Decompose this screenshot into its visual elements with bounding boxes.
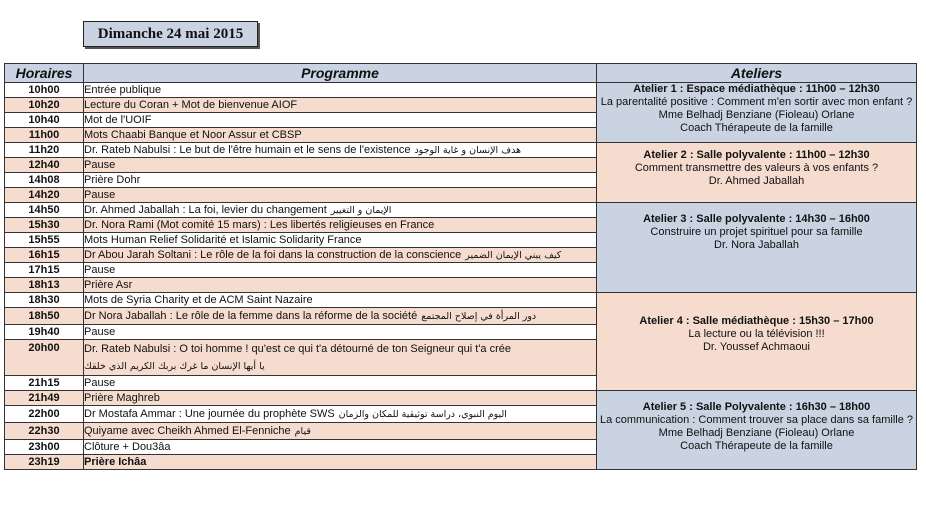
- program-cell: [84, 203, 597, 218]
- program-cell: Prière Maghreb: [84, 391, 597, 406]
- program-cell: Mot de l'UOIF: [84, 113, 597, 128]
- schedule-table: [4, 63, 917, 470]
- program-cell: Prière Ichâa: [84, 455, 597, 470]
- table-row: [5, 203, 917, 218]
- program-arabic: هدف الإنسان و غاية الوجود: [414, 144, 522, 156]
- atelier-line: La lecture ou la télévision !!!: [688, 328, 825, 340]
- program-cell: [84, 308, 597, 325]
- atelier-line: Dr. Youssef Achmaoui: [702, 341, 810, 353]
- atelier-line: Mme Belhadj Benziane (Fioleau) Orlane: [658, 427, 855, 439]
- program-arabic: الإيمان و التغيير: [330, 204, 392, 216]
- program-cell: Pause: [84, 263, 597, 278]
- program-cell: Clôture + Dou3âa: [84, 440, 597, 455]
- header-horaires: Horaires: [5, 64, 84, 83]
- program-text: Quiyame avec Cheikh Ahmed El-Fenniche: [84, 424, 291, 437]
- program-cell: Pause: [84, 325, 597, 340]
- time-cell: 16h15: [5, 248, 84, 263]
- time-cell: 22h00: [5, 406, 84, 423]
- time-cell: 11h00: [5, 128, 84, 143]
- header-ateliers: Ateliers: [597, 64, 917, 83]
- atelier-title: Atelier 3 : Salle polyvalente : 14h30 – 16h00: [643, 213, 870, 225]
- atelier-line: Coach Thérapeute de la famille: [680, 440, 833, 452]
- time-cell: 20h00: [5, 340, 84, 376]
- program-cell: Prière Dohr: [84, 173, 597, 188]
- time-cell: 14h20: [5, 188, 84, 203]
- time-cell: 15h30: [5, 218, 84, 233]
- program-cell: Dr. Nora Rami (Mot comité 15 mars) : Les libertés religieuses en France: [84, 218, 597, 233]
- program-cell: Lecture du Coran + Mot de bienvenue AIOF: [84, 98, 597, 113]
- atelier-title: Atelier 4 : Salle médiathèque : 15h30 – 17h00: [639, 315, 874, 327]
- time-cell: 19h40: [5, 325, 84, 340]
- table-row: [5, 143, 917, 158]
- program-text: Dr. Rateb Nabulsi : O toi homme ! qu'est ce qui t'a détourné de ton Seigneur qui t'a crée: [84, 342, 511, 355]
- time-cell: 23h19: [5, 455, 84, 470]
- time-cell: 18h30: [5, 293, 84, 308]
- program-cell: [84, 423, 597, 440]
- table-row: [5, 293, 917, 308]
- atelier-line: Dr. Ahmed Jaballah: [708, 175, 805, 187]
- time-cell: 23h00: [5, 440, 84, 455]
- time-cell: 10h40: [5, 113, 84, 128]
- program-cell: Pause: [84, 188, 597, 203]
- atelier-line: Mme Belhadj Benziane (Fioleau) Orlane: [658, 109, 855, 121]
- time-cell: 17h15: [5, 263, 84, 278]
- time-cell: 15h55: [5, 233, 84, 248]
- atelier-title: Atelier 5 : Salle Polyvalente : 16h30 – 18h00: [642, 401, 871, 413]
- atelier-line: Dr. Nora Jaballah: [714, 239, 799, 251]
- time-cell: 18h13: [5, 278, 84, 293]
- program-arabic: اليوم النبوي، دراسة توثيقية للمكان والزمان: [338, 408, 507, 420]
- program-text: Dr. Ahmed Jaballah : La foi, levier du changement: [84, 203, 327, 216]
- time-cell: 12h40: [5, 158, 84, 173]
- program-cell: [84, 340, 597, 376]
- program-cell: Prière Asr: [84, 278, 597, 293]
- time-cell: 22h30: [5, 423, 84, 440]
- time-cell: 10h00: [5, 83, 84, 98]
- atelier-line: Construire un projet spirituel pour sa famille: [650, 226, 863, 238]
- atelier-line: La communication : Comment trouver sa place dans sa famille ?: [599, 414, 914, 426]
- program-text: Dr Mostafa Ammar : Une journée du prophète SWS: [84, 407, 335, 420]
- header-programme: Programme: [84, 64, 597, 83]
- time-cell: 18h50: [5, 308, 84, 325]
- table-row: [5, 391, 917, 406]
- program-text: Dr. Rateb Nabulsi : Le but de l'être humain et le sens de l'existence: [84, 143, 411, 156]
- atelier-3: [597, 203, 917, 293]
- date-label: Dimanche 24 mai 2015: [97, 25, 244, 42]
- program-arabic: يا أيها الإنسان ما غرك بربك الكريم الذي خلقك: [84, 360, 265, 372]
- time-cell: 14h50: [5, 203, 84, 218]
- program-cell: [84, 248, 597, 263]
- program-arabic: قيام: [294, 425, 311, 437]
- program-cell: Pause: [84, 158, 597, 173]
- atelier-line: Comment transmettre des valeurs à vos enfants ?: [634, 162, 879, 174]
- program-cell: Entrée publique: [84, 83, 597, 98]
- program-text: Dr Abou Jarah Soltani : Le rôle de la foi dans la construction de la conscience: [84, 248, 462, 261]
- time-cell: 11h20: [5, 143, 84, 158]
- time-cell: 21h49: [5, 391, 84, 406]
- header-row: [5, 64, 917, 83]
- table-row: [5, 83, 917, 98]
- program-cell: [84, 406, 597, 423]
- program-arabic: دور المرأة في إصلاح المجتمع: [421, 310, 537, 322]
- program-cell: Mots de Syria Charity et de ACM Saint Nazaire: [84, 293, 597, 308]
- atelier-1: [597, 83, 917, 143]
- atelier-line: La parentalité positive : Comment m'en sortir avec mon enfant ?: [600, 96, 913, 108]
- atelier-line: Coach Thérapeute de la famille: [680, 122, 833, 134]
- program-cell: Pause: [84, 376, 597, 391]
- atelier-2: [597, 143, 917, 203]
- time-cell: 10h20: [5, 98, 84, 113]
- program-cell: Mots Chaabi Banque et Noor Assur et CBSP: [84, 128, 597, 143]
- program-arabic: كيف يبني الإيمان الضمير: [465, 249, 562, 261]
- atelier-5: [597, 391, 917, 470]
- program-cell: Mots Human Relief Solidarité et Islamic Solidarity France: [84, 233, 597, 248]
- date-title: [83, 21, 258, 47]
- atelier-title: Atelier 2 : Salle polyvalente : 11h00 – 12h30: [643, 149, 870, 161]
- atelier-4: [597, 293, 917, 391]
- time-cell: 21h15: [5, 376, 84, 391]
- time-cell: 14h08: [5, 173, 84, 188]
- program-cell: [84, 143, 597, 158]
- atelier-title: Atelier 1 : Espace médiathèque : 11h00 – 12h30: [633, 83, 880, 95]
- program-text: Dr Nora Jaballah : Le rôle de la femme dans la réforme de la société: [84, 309, 418, 322]
